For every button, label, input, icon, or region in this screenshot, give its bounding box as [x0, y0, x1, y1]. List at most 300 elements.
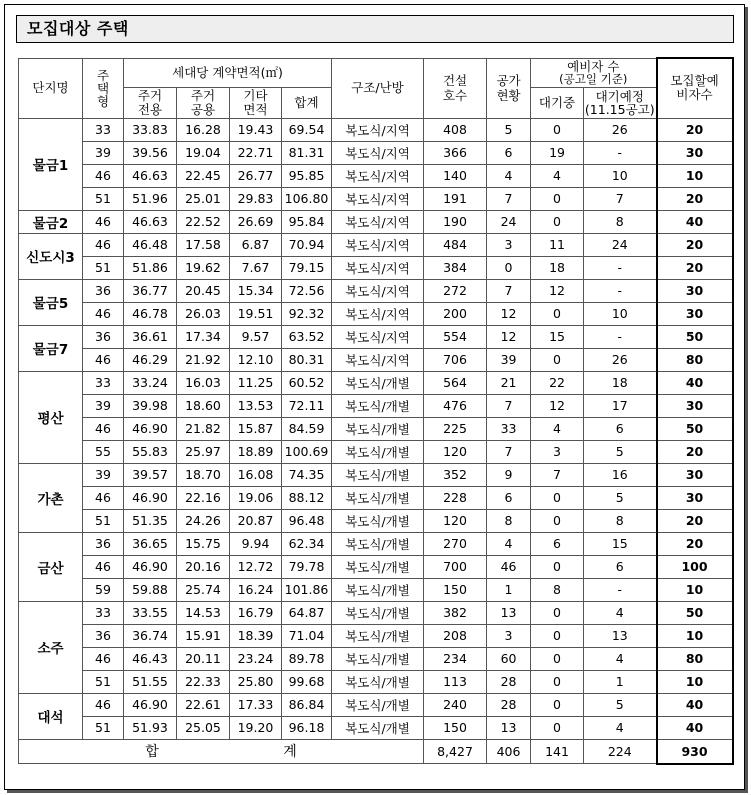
complex-name: 물금1 [19, 118, 83, 210]
cell-scheduled: 5 [584, 693, 657, 716]
cell-recruit: 50 [657, 601, 733, 624]
cell-area-private: 46.63 [124, 164, 177, 187]
cell-vacancy: 7 [487, 440, 531, 463]
cell-built: 228 [424, 486, 487, 509]
cell-waiting: 15 [531, 325, 584, 348]
table-row [19, 670, 733, 693]
cell-waiting: 0 [531, 555, 584, 578]
total-built: 8,427 [424, 739, 487, 764]
cell-area-private: 33.83 [124, 118, 177, 141]
table-row [19, 233, 733, 256]
table-row [19, 256, 733, 279]
cell-type: 36 [83, 532, 124, 555]
cell-area-total: 74.35 [282, 463, 332, 486]
table-row [19, 325, 733, 348]
cell-built: 208 [424, 624, 487, 647]
cell-structure: 복도식/개별 [332, 509, 424, 532]
cell-area-private: 36.77 [124, 279, 177, 302]
cell-area-other: 12.72 [230, 555, 282, 578]
complex-name: 평산 [19, 371, 83, 463]
cell-recruit: 40 [657, 210, 733, 233]
cell-structure: 복도식/지역 [332, 141, 424, 164]
cell-area-common: 20.45 [177, 279, 230, 302]
cell-area-total: 96.18 [282, 716, 332, 739]
cell-built: 113 [424, 670, 487, 693]
cell-area-total: 62.34 [282, 532, 332, 555]
cell-area-private: 46.90 [124, 693, 177, 716]
table-row [19, 486, 733, 509]
cell-scheduled: 5 [584, 486, 657, 509]
cell-built: 272 [424, 279, 487, 302]
cell-area-total: 95.84 [282, 210, 332, 233]
cell-area-private: 36.65 [124, 532, 177, 555]
cell-type: 36 [83, 279, 124, 302]
cell-area-private: 46.90 [124, 555, 177, 578]
cell-area-private: 33.55 [124, 601, 177, 624]
cell-area-common: 25.01 [177, 187, 230, 210]
cell-recruit: 80 [657, 348, 733, 371]
cell-area-total: 70.94 [282, 233, 332, 256]
cell-type: 51 [83, 670, 124, 693]
cell-area-common: 19.62 [177, 256, 230, 279]
cell-waiting: 0 [531, 647, 584, 670]
cell-vacancy: 7 [487, 187, 531, 210]
cell-scheduled: 4 [584, 716, 657, 739]
cell-area-private: 33.24 [124, 371, 177, 394]
cell-built: 476 [424, 394, 487, 417]
cell-area-common: 21.82 [177, 417, 230, 440]
cell-recruit: 40 [657, 371, 733, 394]
cell-vacancy: 13 [487, 601, 531, 624]
cell-recruit: 10 [657, 164, 733, 187]
cell-vacancy: 12 [487, 302, 531, 325]
cell-vacancy: 1 [487, 578, 531, 601]
cell-recruit: 10 [657, 670, 733, 693]
cell-vacancy: 6 [487, 486, 531, 509]
cell-waiting: 0 [531, 187, 584, 210]
cell-area-common: 26.03 [177, 302, 230, 325]
table-row [19, 463, 733, 486]
cell-vacancy: 21 [487, 371, 531, 394]
cell-area-other: 20.87 [230, 509, 282, 532]
cell-structure: 복도식/지역 [332, 256, 424, 279]
cell-vacancy: 28 [487, 693, 531, 716]
cell-type: 46 [83, 210, 124, 233]
cell-type: 46 [83, 348, 124, 371]
cell-built: 240 [424, 693, 487, 716]
cell-recruit: 80 [657, 647, 733, 670]
cell-recruit: 30 [657, 141, 733, 164]
table-row [19, 578, 733, 601]
cell-type: 51 [83, 716, 124, 739]
cell-area-other: 22.71 [230, 141, 282, 164]
header-scheduled: 대기예정 (11.15공고) [584, 88, 655, 117]
table-row [19, 302, 733, 325]
cell-area-other: 16.08 [230, 463, 282, 486]
table-row [19, 555, 733, 578]
cell-area-common: 15.75 [177, 532, 230, 555]
cell-area-common: 17.58 [177, 233, 230, 256]
cell-area-common: 16.28 [177, 118, 230, 141]
cell-waiting: 0 [531, 624, 584, 647]
cell-area-other: 16.79 [230, 601, 282, 624]
cell-area-total: 72.11 [282, 394, 332, 417]
cell-type: 36 [83, 624, 124, 647]
cell-scheduled: 8 [584, 210, 657, 233]
cell-waiting: 6 [531, 532, 584, 555]
cell-area-private: 39.56 [124, 141, 177, 164]
cell-built: 120 [424, 509, 487, 532]
cell-scheduled: 1 [584, 670, 657, 693]
cell-built: 140 [424, 164, 487, 187]
cell-scheduled: 4 [584, 647, 657, 670]
cell-area-common: 22.52 [177, 210, 230, 233]
cell-area-common: 24.26 [177, 509, 230, 532]
cell-vacancy: 24 [487, 210, 531, 233]
cell-recruit: 20 [657, 118, 733, 141]
cell-scheduled: - [584, 578, 657, 601]
total-label: 합 계 [19, 739, 424, 764]
total-scheduled: 224 [584, 739, 657, 764]
cell-built: 234 [424, 647, 487, 670]
cell-vacancy: 3 [487, 233, 531, 256]
cell-recruit: 10 [657, 624, 733, 647]
table-row [19, 187, 733, 210]
header-area-private: 주거전용 [124, 87, 177, 118]
cell-area-private: 51.93 [124, 716, 177, 739]
cell-area-other: 15.34 [230, 279, 282, 302]
cell-scheduled: - [584, 141, 657, 164]
table-row [19, 394, 733, 417]
header-complex: 단지명 [19, 58, 83, 118]
cell-type: 33 [83, 118, 124, 141]
cell-structure: 복도식/개별 [332, 463, 424, 486]
cell-area-total: 64.87 [282, 601, 332, 624]
cell-scheduled: 15 [584, 532, 657, 555]
cell-area-other: 9.57 [230, 325, 282, 348]
cell-recruit: 30 [657, 463, 733, 486]
table-row [19, 279, 733, 302]
cell-vacancy: 4 [487, 532, 531, 555]
header-area-other: 기타면적 [230, 87, 282, 118]
cell-area-common: 22.33 [177, 670, 230, 693]
cell-type: 46 [83, 647, 124, 670]
cell-vacancy: 5 [487, 118, 531, 141]
cell-area-private: 46.48 [124, 233, 177, 256]
cell-area-total: 95.85 [282, 164, 332, 187]
cell-scheduled: - [584, 325, 657, 348]
cell-area-common: 17.34 [177, 325, 230, 348]
cell-built: 150 [424, 716, 487, 739]
cell-structure: 복도식/지역 [332, 279, 424, 302]
cell-scheduled: 10 [584, 302, 657, 325]
cell-structure: 복도식/개별 [332, 417, 424, 440]
header-built: 건설호수 [424, 58, 487, 118]
cell-waiting: 0 [531, 348, 584, 371]
cell-waiting: 0 [531, 509, 584, 532]
cell-waiting: 11 [531, 233, 584, 256]
cell-built: 190 [424, 210, 487, 233]
header-area-group: 세대당 계약면적(㎡) [124, 58, 332, 87]
cell-scheduled: 8 [584, 509, 657, 532]
cell-scheduled: 7 [584, 187, 657, 210]
complex-name: 대석 [19, 693, 83, 739]
cell-type: 46 [83, 233, 124, 256]
cell-area-total: 79.78 [282, 555, 332, 578]
table-row [19, 624, 733, 647]
cell-vacancy: 3 [487, 624, 531, 647]
cell-area-other: 18.89 [230, 440, 282, 463]
cell-area-other: 18.39 [230, 624, 282, 647]
cell-recruit: 20 [657, 233, 733, 256]
cell-area-common: 18.60 [177, 394, 230, 417]
cell-scheduled: - [584, 279, 657, 302]
cell-area-private: 51.55 [124, 670, 177, 693]
cell-area-total: 60.52 [282, 371, 332, 394]
table-body [19, 118, 733, 764]
cell-waiting: 12 [531, 279, 584, 302]
cell-area-total: 81.31 [282, 141, 332, 164]
cell-structure: 복도식/지역 [332, 302, 424, 325]
cell-waiting: 4 [531, 417, 584, 440]
cell-area-total: 86.84 [282, 693, 332, 716]
table-row [19, 210, 733, 233]
cell-structure: 복도식/개별 [332, 486, 424, 509]
cell-area-private: 46.63 [124, 210, 177, 233]
header-waiting: 대기중 [531, 87, 584, 118]
cell-built: 408 [424, 118, 487, 141]
cell-waiting: 0 [531, 601, 584, 624]
cell-scheduled: 26 [584, 118, 657, 141]
cell-area-other: 7.67 [230, 256, 282, 279]
cell-type: 46 [83, 302, 124, 325]
cell-area-private: 36.74 [124, 624, 177, 647]
cell-area-common: 14.53 [177, 601, 230, 624]
section-title: 모집대상 주택 [16, 15, 734, 43]
cell-area-private: 46.90 [124, 417, 177, 440]
table-row [19, 348, 733, 371]
cell-area-total: 89.78 [282, 647, 332, 670]
cell-area-private: 59.88 [124, 578, 177, 601]
cell-structure: 복도식/지역 [332, 233, 424, 256]
table-row [19, 440, 733, 463]
table-row [19, 417, 733, 440]
cell-recruit: 30 [657, 279, 733, 302]
cell-vacancy: 33 [487, 417, 531, 440]
cell-structure: 복도식/개별 [332, 601, 424, 624]
cell-built: 150 [424, 578, 487, 601]
cell-area-common: 20.16 [177, 555, 230, 578]
cell-scheduled: 24 [584, 233, 657, 256]
cell-area-total: 96.48 [282, 509, 332, 532]
cell-area-common: 19.04 [177, 141, 230, 164]
cell-area-other: 19.06 [230, 486, 282, 509]
cell-area-common: 25.05 [177, 716, 230, 739]
cell-recruit: 40 [657, 693, 733, 716]
cell-area-other: 26.69 [230, 210, 282, 233]
cell-structure: 복도식/지역 [332, 325, 424, 348]
cell-vacancy: 7 [487, 394, 531, 417]
cell-recruit: 20 [657, 509, 733, 532]
cell-area-common: 25.97 [177, 440, 230, 463]
complex-name: 물금2 [19, 210, 83, 233]
cell-area-private: 51.35 [124, 509, 177, 532]
cell-area-private: 46.29 [124, 348, 177, 371]
cell-scheduled: - [584, 256, 657, 279]
cell-type: 36 [83, 325, 124, 348]
table-row [19, 509, 733, 532]
cell-type: 46 [83, 486, 124, 509]
cell-waiting: 12 [531, 394, 584, 417]
cell-area-common: 22.16 [177, 486, 230, 509]
table-row [19, 647, 733, 670]
cell-scheduled: 6 [584, 417, 657, 440]
cell-area-common: 25.74 [177, 578, 230, 601]
total-vacancy: 406 [487, 739, 531, 764]
cell-area-total: 72.56 [282, 279, 332, 302]
cell-built: 382 [424, 601, 487, 624]
cell-structure: 복도식/개별 [332, 647, 424, 670]
cell-built: 700 [424, 555, 487, 578]
cell-waiting: 7 [531, 463, 584, 486]
cell-area-total: 106.80 [282, 187, 332, 210]
cell-waiting: 0 [531, 716, 584, 739]
cell-area-private: 39.98 [124, 394, 177, 417]
cell-structure: 복도식/개별 [332, 716, 424, 739]
cell-area-private: 46.90 [124, 486, 177, 509]
table-row [19, 118, 733, 141]
cell-scheduled: 10 [584, 164, 657, 187]
cell-vacancy: 39 [487, 348, 531, 371]
cell-structure: 복도식/개별 [332, 578, 424, 601]
cell-built: 706 [424, 348, 487, 371]
cell-area-total: 99.68 [282, 670, 332, 693]
cell-built: 564 [424, 371, 487, 394]
cell-area-total: 88.12 [282, 486, 332, 509]
cell-type: 46 [83, 693, 124, 716]
header-vacancy: 공가현황 [487, 58, 531, 118]
cell-built: 270 [424, 532, 487, 555]
cell-area-other: 19.20 [230, 716, 282, 739]
cell-area-common: 21.92 [177, 348, 230, 371]
cell-area-other: 25.80 [230, 670, 282, 693]
cell-structure: 복도식/개별 [332, 371, 424, 394]
cell-waiting: 0 [531, 210, 584, 233]
cell-waiting: 4 [531, 164, 584, 187]
cell-recruit: 30 [657, 486, 733, 509]
cell-waiting: 0 [531, 486, 584, 509]
complex-name: 금산 [19, 532, 83, 601]
cell-vacancy: 46 [487, 555, 531, 578]
cell-area-total: 80.31 [282, 348, 332, 371]
complex-name: 물금5 [19, 279, 83, 325]
cell-area-other: 6.87 [230, 233, 282, 256]
total-row [19, 739, 733, 764]
cell-area-other: 16.24 [230, 578, 282, 601]
cell-area-other: 23.24 [230, 647, 282, 670]
cell-structure: 복도식/지역 [332, 164, 424, 187]
cell-recruit: 10 [657, 578, 733, 601]
cell-area-private: 55.83 [124, 440, 177, 463]
cell-type: 46 [83, 555, 124, 578]
cell-area-total: 92.32 [282, 302, 332, 325]
cell-recruit: 40 [657, 716, 733, 739]
cell-waiting: 0 [531, 670, 584, 693]
cell-waiting: 3 [531, 440, 584, 463]
cell-vacancy: 4 [487, 164, 531, 187]
cell-waiting: 0 [531, 118, 584, 141]
cell-area-total: 100.69 [282, 440, 332, 463]
cell-recruit: 100 [657, 555, 733, 578]
cell-scheduled: 4 [584, 601, 657, 624]
cell-area-private: 46.78 [124, 302, 177, 325]
cell-structure: 복도식/개별 [332, 555, 424, 578]
cell-area-total: 69.54 [282, 118, 332, 141]
cell-area-total: 79.15 [282, 256, 332, 279]
table-row [19, 141, 733, 164]
header-reserve-group: 예비자 수 (공고일 기준) [531, 58, 657, 87]
cell-type: 51 [83, 256, 124, 279]
table-row [19, 693, 733, 716]
cell-area-other: 29.83 [230, 187, 282, 210]
cell-structure: 복도식/지역 [332, 187, 424, 210]
cell-vacancy: 12 [487, 325, 531, 348]
cell-type: 39 [83, 463, 124, 486]
cell-waiting: 19 [531, 141, 584, 164]
cell-area-total: 63.52 [282, 325, 332, 348]
cell-vacancy: 8 [487, 509, 531, 532]
cell-structure: 복도식/개별 [332, 532, 424, 555]
cell-area-common: 16.03 [177, 371, 230, 394]
cell-recruit: 20 [657, 532, 733, 555]
complex-name: 물금7 [19, 325, 83, 371]
cell-vacancy: 60 [487, 647, 531, 670]
header-structure: 구조/난방 [332, 58, 424, 118]
cell-area-other: 15.87 [230, 417, 282, 440]
cell-waiting: 22 [531, 371, 584, 394]
cell-type: 39 [83, 394, 124, 417]
cell-waiting: 0 [531, 302, 584, 325]
cell-scheduled: 5 [584, 440, 657, 463]
cell-built: 200 [424, 302, 487, 325]
cell-area-common: 22.61 [177, 693, 230, 716]
cell-built: 366 [424, 141, 487, 164]
cell-area-other: 9.94 [230, 532, 282, 555]
cell-structure: 복도식/개별 [332, 440, 424, 463]
table-row [19, 716, 733, 739]
cell-type: 59 [83, 578, 124, 601]
header-recruit: 모집할예비자수 [657, 58, 733, 118]
cell-vacancy: 7 [487, 279, 531, 302]
housing-table [18, 57, 734, 765]
cell-area-other: 11.25 [230, 371, 282, 394]
cell-scheduled: 18 [584, 371, 657, 394]
document-frame [4, 4, 745, 790]
cell-type: 33 [83, 371, 124, 394]
cell-structure: 복도식/개별 [332, 624, 424, 647]
cell-vacancy: 6 [487, 141, 531, 164]
cell-waiting: 18 [531, 256, 584, 279]
cell-scheduled: 6 [584, 555, 657, 578]
header-area-common: 주거공용 [177, 87, 230, 118]
cell-type: 51 [83, 187, 124, 210]
cell-area-total: 101.86 [282, 578, 332, 601]
cell-recruit: 20 [657, 256, 733, 279]
cell-type: 33 [83, 601, 124, 624]
table-row [19, 601, 733, 624]
cell-vacancy: 28 [487, 670, 531, 693]
table-row [19, 371, 733, 394]
